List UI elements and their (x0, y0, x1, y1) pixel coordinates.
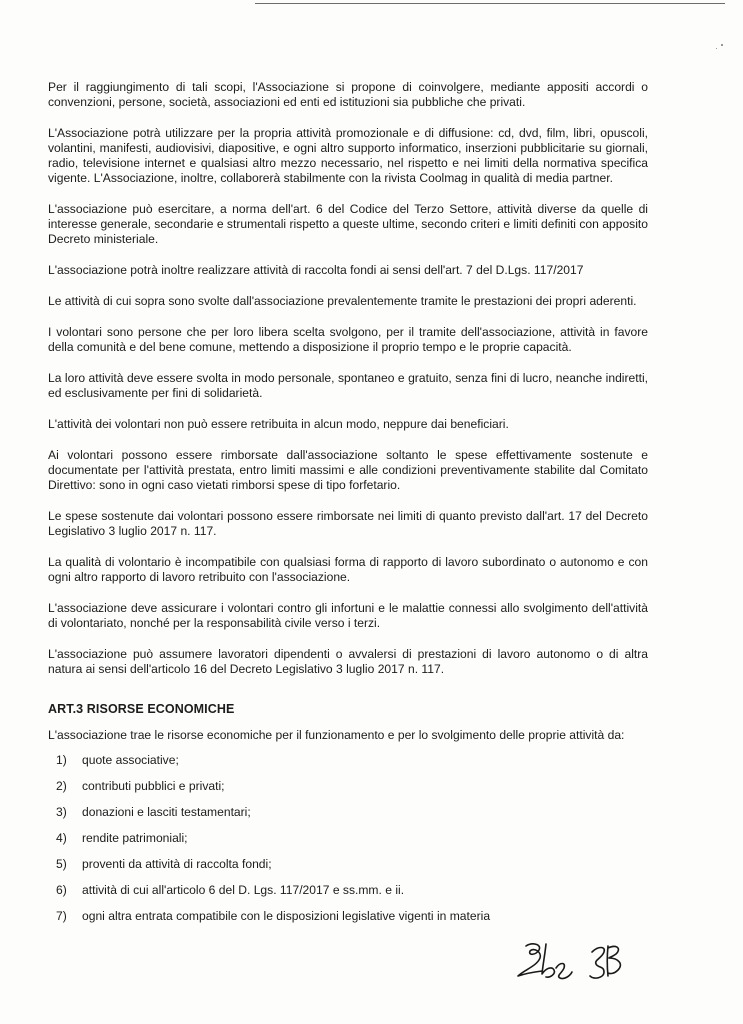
list-item (48, 779, 648, 794)
list-item-text: proventi da attività di raccolta fondi; (82, 857, 272, 871)
paragraph: La loro attività deve essere svolta in modo personale, spontaneo e gratuito, senza fini di lucro, neanche indiretti, ed esclusivamente per fini di solidarietà. (48, 371, 648, 400)
list-item (48, 883, 648, 898)
scan-top-edge-line (255, 3, 725, 4)
list-item-number: 3) (56, 805, 67, 819)
paragraph: Le spese sostenute dai volontari possono essere rimborsate nei limiti di quanto previsto dall'art. 17 del Decreto Legislativo 3 luglio 2017 n. 117. (48, 509, 648, 538)
section-heading: ART.3 RISORSE ECONOMICHE (48, 702, 235, 716)
paragraph: La qualità di volontario è incompatibile con qualsiasi forma di rapporto di lavoro subordinato o autonomo e con ogni altro rapporto di lavoro retribuito con l'associazione. (48, 555, 648, 584)
list-item-number: 1) (56, 753, 67, 767)
list-item-text: ogni altra entrata compatibile con le disposizioni legislative vigenti in materia (82, 909, 491, 923)
paragraph: Le attività di cui sopra sono svolte dall'associazione prevalentemente tramite le prestazioni dei propri aderenti. (48, 294, 637, 308)
list-item-text: quote associative; (82, 753, 179, 767)
list-item-number: 2) (56, 779, 67, 793)
paragraph: L'associazione può esercitare, a norma dell'art. 6 del Codice del Terzo Settore, attività diverse da quelle di interesse generale, secondarie e strumentali rispetto a queste ultime, secondo criteri e limiti definiti con apposito Decreto ministeriale. (48, 202, 648, 246)
section-intro: L'associazione trae le risorse economiche per il funzionamento e per lo svolgimento delle proprie attività da: (48, 728, 625, 742)
paragraph: I volontari sono persone che per loro libera scelta svolgono, per il tramite dell'associazione, attività in favore della comunità e del bene comune, mettendo a disposizione il proprio tempo e le proprie capacità. (48, 325, 648, 354)
list-item-text: rendite patrimoniali; (82, 831, 188, 845)
handwritten-initials-icon (512, 938, 637, 993)
list-item-text: contributi pubblici e privati; (82, 779, 225, 793)
document-page (48, 80, 648, 935)
paragraph: L'associazione potrà inoltre realizzare attività di raccolta fondi ai sensi dell'art. 7 del D.Lgs. 117/2017 (48, 263, 584, 277)
paragraph: L'associazione deve assicurare i volontari contro gli infortuni e le malattie connessi allo svolgimento dell'attività di volontariato, nonché per la responsabilità civile verso i terzi. (48, 601, 648, 630)
list-item-number: 7) (56, 909, 67, 923)
list-item-number: 4) (56, 831, 67, 845)
list-item-number: 6) (56, 883, 67, 897)
scan-speck (721, 44, 723, 46)
list-item (48, 831, 648, 846)
resources-list (48, 753, 648, 924)
scan-speck (716, 48, 717, 49)
paragraph: Ai volontari possono essere rimborsate dall'associazione soltanto le spese effettivamente sostenute e documentate per l'attività prestata, entro limiti massimi e alle condizioni preventivamente stabilite dal Comitato Direttivo: sono in ogni caso vietati rimborsi spese di tipo forfetario. (48, 448, 648, 492)
list-item (48, 805, 648, 820)
paragraph: L'associazione può assumere lavoratori dipendenti o avvalersi di prestazioni di lavoro autonomo o di altra natura ai sensi dell'articolo 16 del Decreto Legislativo 3 luglio 2017 n. 117. (48, 647, 648, 676)
list-item (48, 857, 648, 872)
list-item-number: 5) (56, 857, 67, 871)
list-item-text: donazioni e lasciti testamentari; (82, 805, 251, 819)
paragraph: L'Associazione potrà utilizzare per la propria attività promozionale e di diffusione: cd, dvd, film, libri, opuscoli, volantini, manifesti, audiovisivi, diapositive, e ogni altro supporto informatico, inserzioni pubblicitarie su giornali, radio, televisione internet e qualsiasi altro mezzo necessario, nel rispetto e nei limiti della normativa specifica vigente. L'Associazione, inoltre, collaborerà stabilmente con la rivista Coolmag in qualità di media partner. (48, 126, 648, 185)
list-item (48, 753, 648, 768)
paragraph: Per il raggiungimento di tali scopi, l'Associazione si propone di coinvolgere, mediante appositi accordi o convenzioni, persone, società, associazioni ed enti ed istituzioni sia pubbliche che privati. (48, 80, 648, 109)
list-item (48, 909, 648, 924)
list-item-text: attività di cui all'articolo 6 del D. Lgs. 117/2017 e ss.mm. e ii. (82, 883, 405, 897)
paragraph: L'attività dei volontari non può essere retribuita in alcun modo, neppure dai beneficiari. (48, 417, 509, 431)
